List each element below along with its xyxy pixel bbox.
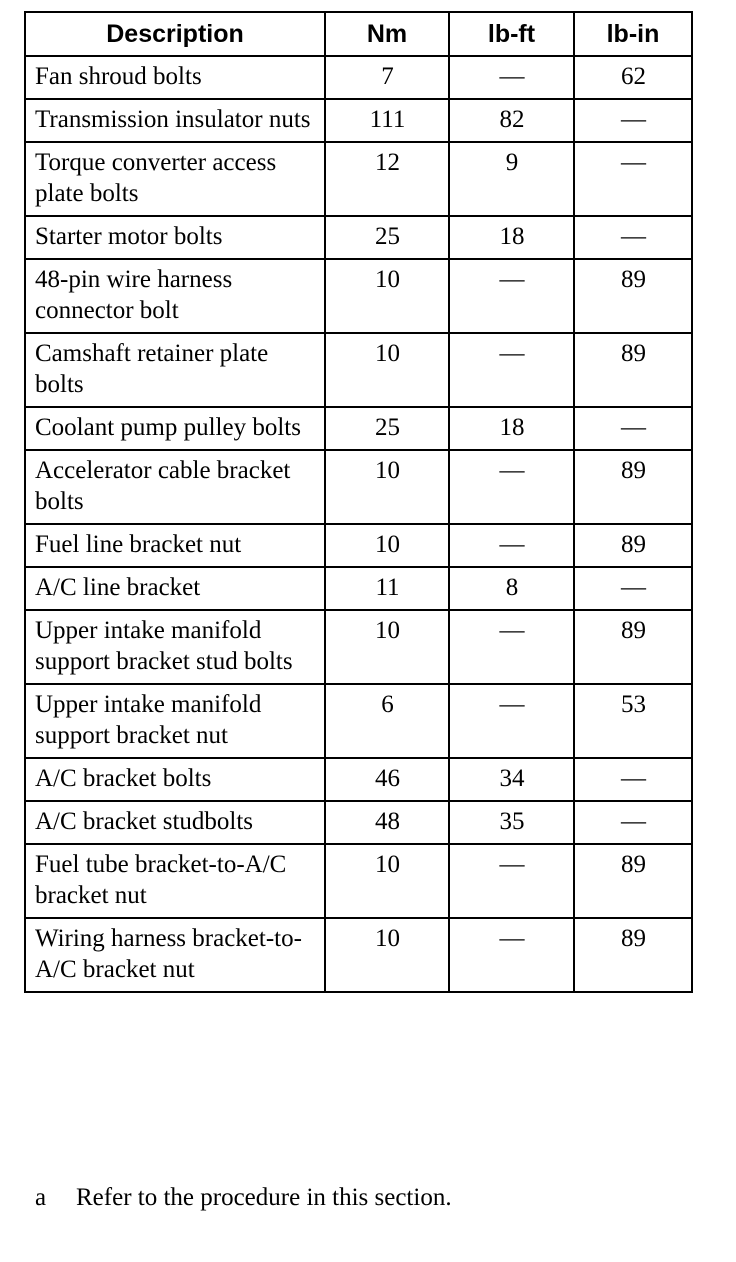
table-row [25,333,692,407]
table-row [25,450,692,524]
row-lb-ft: — [449,610,574,684]
row-lb-ft: 34 [449,758,574,801]
table-row [25,567,692,610]
table-row [25,918,692,992]
row-lb-in: 89 [574,333,692,407]
row-lb-ft: — [449,259,574,333]
row-description: Upper intake manifold support bracket stud bolts [25,610,325,684]
row-lb-ft: — [449,333,574,407]
row-lb-in: 89 [574,450,692,524]
table-row [25,684,692,758]
row-lb-in: — [574,216,692,259]
header-lb-ft: lb-ft [449,12,574,56]
row-lb-in: 89 [574,524,692,567]
row-lb-in: — [574,801,692,844]
row-lb-ft: — [449,56,574,99]
row-lb-in: 53 [574,684,692,758]
row-description: Fan shroud bolts [25,56,325,99]
table-row [25,801,692,844]
row-nm: 111 [325,99,449,142]
row-lb-in: 89 [574,610,692,684]
table-row [25,142,692,216]
table-row [25,610,692,684]
table-row [25,99,692,142]
row-lb-ft: — [449,844,574,918]
table-header-row [25,12,692,56]
row-lb-ft: — [449,450,574,524]
row-description: 48-pin wire harness connector bolt [25,259,325,333]
footnote-marker: a [35,1184,47,1211]
row-lb-ft: 8 [449,567,574,610]
row-nm: 12 [325,142,449,216]
table-row [25,524,692,567]
row-description: A/C bracket bolts [25,758,325,801]
row-nm: 10 [325,450,449,524]
table-row [25,56,692,99]
row-lb-ft: 18 [449,216,574,259]
row-lb-in: — [574,99,692,142]
row-description: A/C line bracket [25,567,325,610]
header-lb-in: lb-in [574,12,692,56]
row-nm: 25 [325,216,449,259]
row-description: Wiring harness bracket-to-A/C bracket nut [25,918,325,992]
row-nm: 6 [325,684,449,758]
row-lb-in: — [574,758,692,801]
row-lb-in: 89 [574,259,692,333]
torque-spec-table [24,11,693,993]
table-body [25,56,692,992]
row-lb-in: 89 [574,918,692,992]
row-nm: 10 [325,844,449,918]
footnote-text: Refer to the procedure in this section. [76,1184,452,1211]
row-lb-in: — [574,407,692,450]
table-row [25,844,692,918]
row-nm: 7 [325,56,449,99]
header-description: Description [25,12,325,56]
row-lb-in: — [574,567,692,610]
row-lb-ft: — [449,524,574,567]
row-nm: 10 [325,259,449,333]
row-lb-ft: 35 [449,801,574,844]
footnote [35,1182,452,1213]
row-description: Fuel line bracket nut [25,524,325,567]
row-description: Torque converter access plate bolts [25,142,325,216]
row-lb-ft: 18 [449,407,574,450]
row-lb-in: 62 [574,56,692,99]
row-lb-in: — [574,142,692,216]
row-nm: 11 [325,567,449,610]
row-nm: 10 [325,610,449,684]
table-row [25,758,692,801]
table-row [25,216,692,259]
row-description: A/C bracket studbolts [25,801,325,844]
row-description: Accelerator cable bracket bolts [25,450,325,524]
table-row [25,407,692,450]
row-lb-ft: — [449,918,574,992]
table-row [25,259,692,333]
row-lb-ft: 82 [449,99,574,142]
row-nm: 25 [325,407,449,450]
row-description: Fuel tube bracket-to-A/C bracket nut [25,844,325,918]
row-nm: 10 [325,524,449,567]
header-nm: Nm [325,12,449,56]
row-description: Transmission insulator nuts [25,99,325,142]
row-description: Upper intake manifold support bracket nut [25,684,325,758]
row-description: Camshaft retainer plate bolts [25,333,325,407]
row-nm: 10 [325,333,449,407]
row-nm: 10 [325,918,449,992]
row-description: Coolant pump pulley bolts [25,407,325,450]
row-lb-in: 89 [574,844,692,918]
row-lb-ft: — [449,684,574,758]
row-nm: 46 [325,758,449,801]
row-description: Starter motor bolts [25,216,325,259]
row-nm: 48 [325,801,449,844]
row-lb-ft: 9 [449,142,574,216]
